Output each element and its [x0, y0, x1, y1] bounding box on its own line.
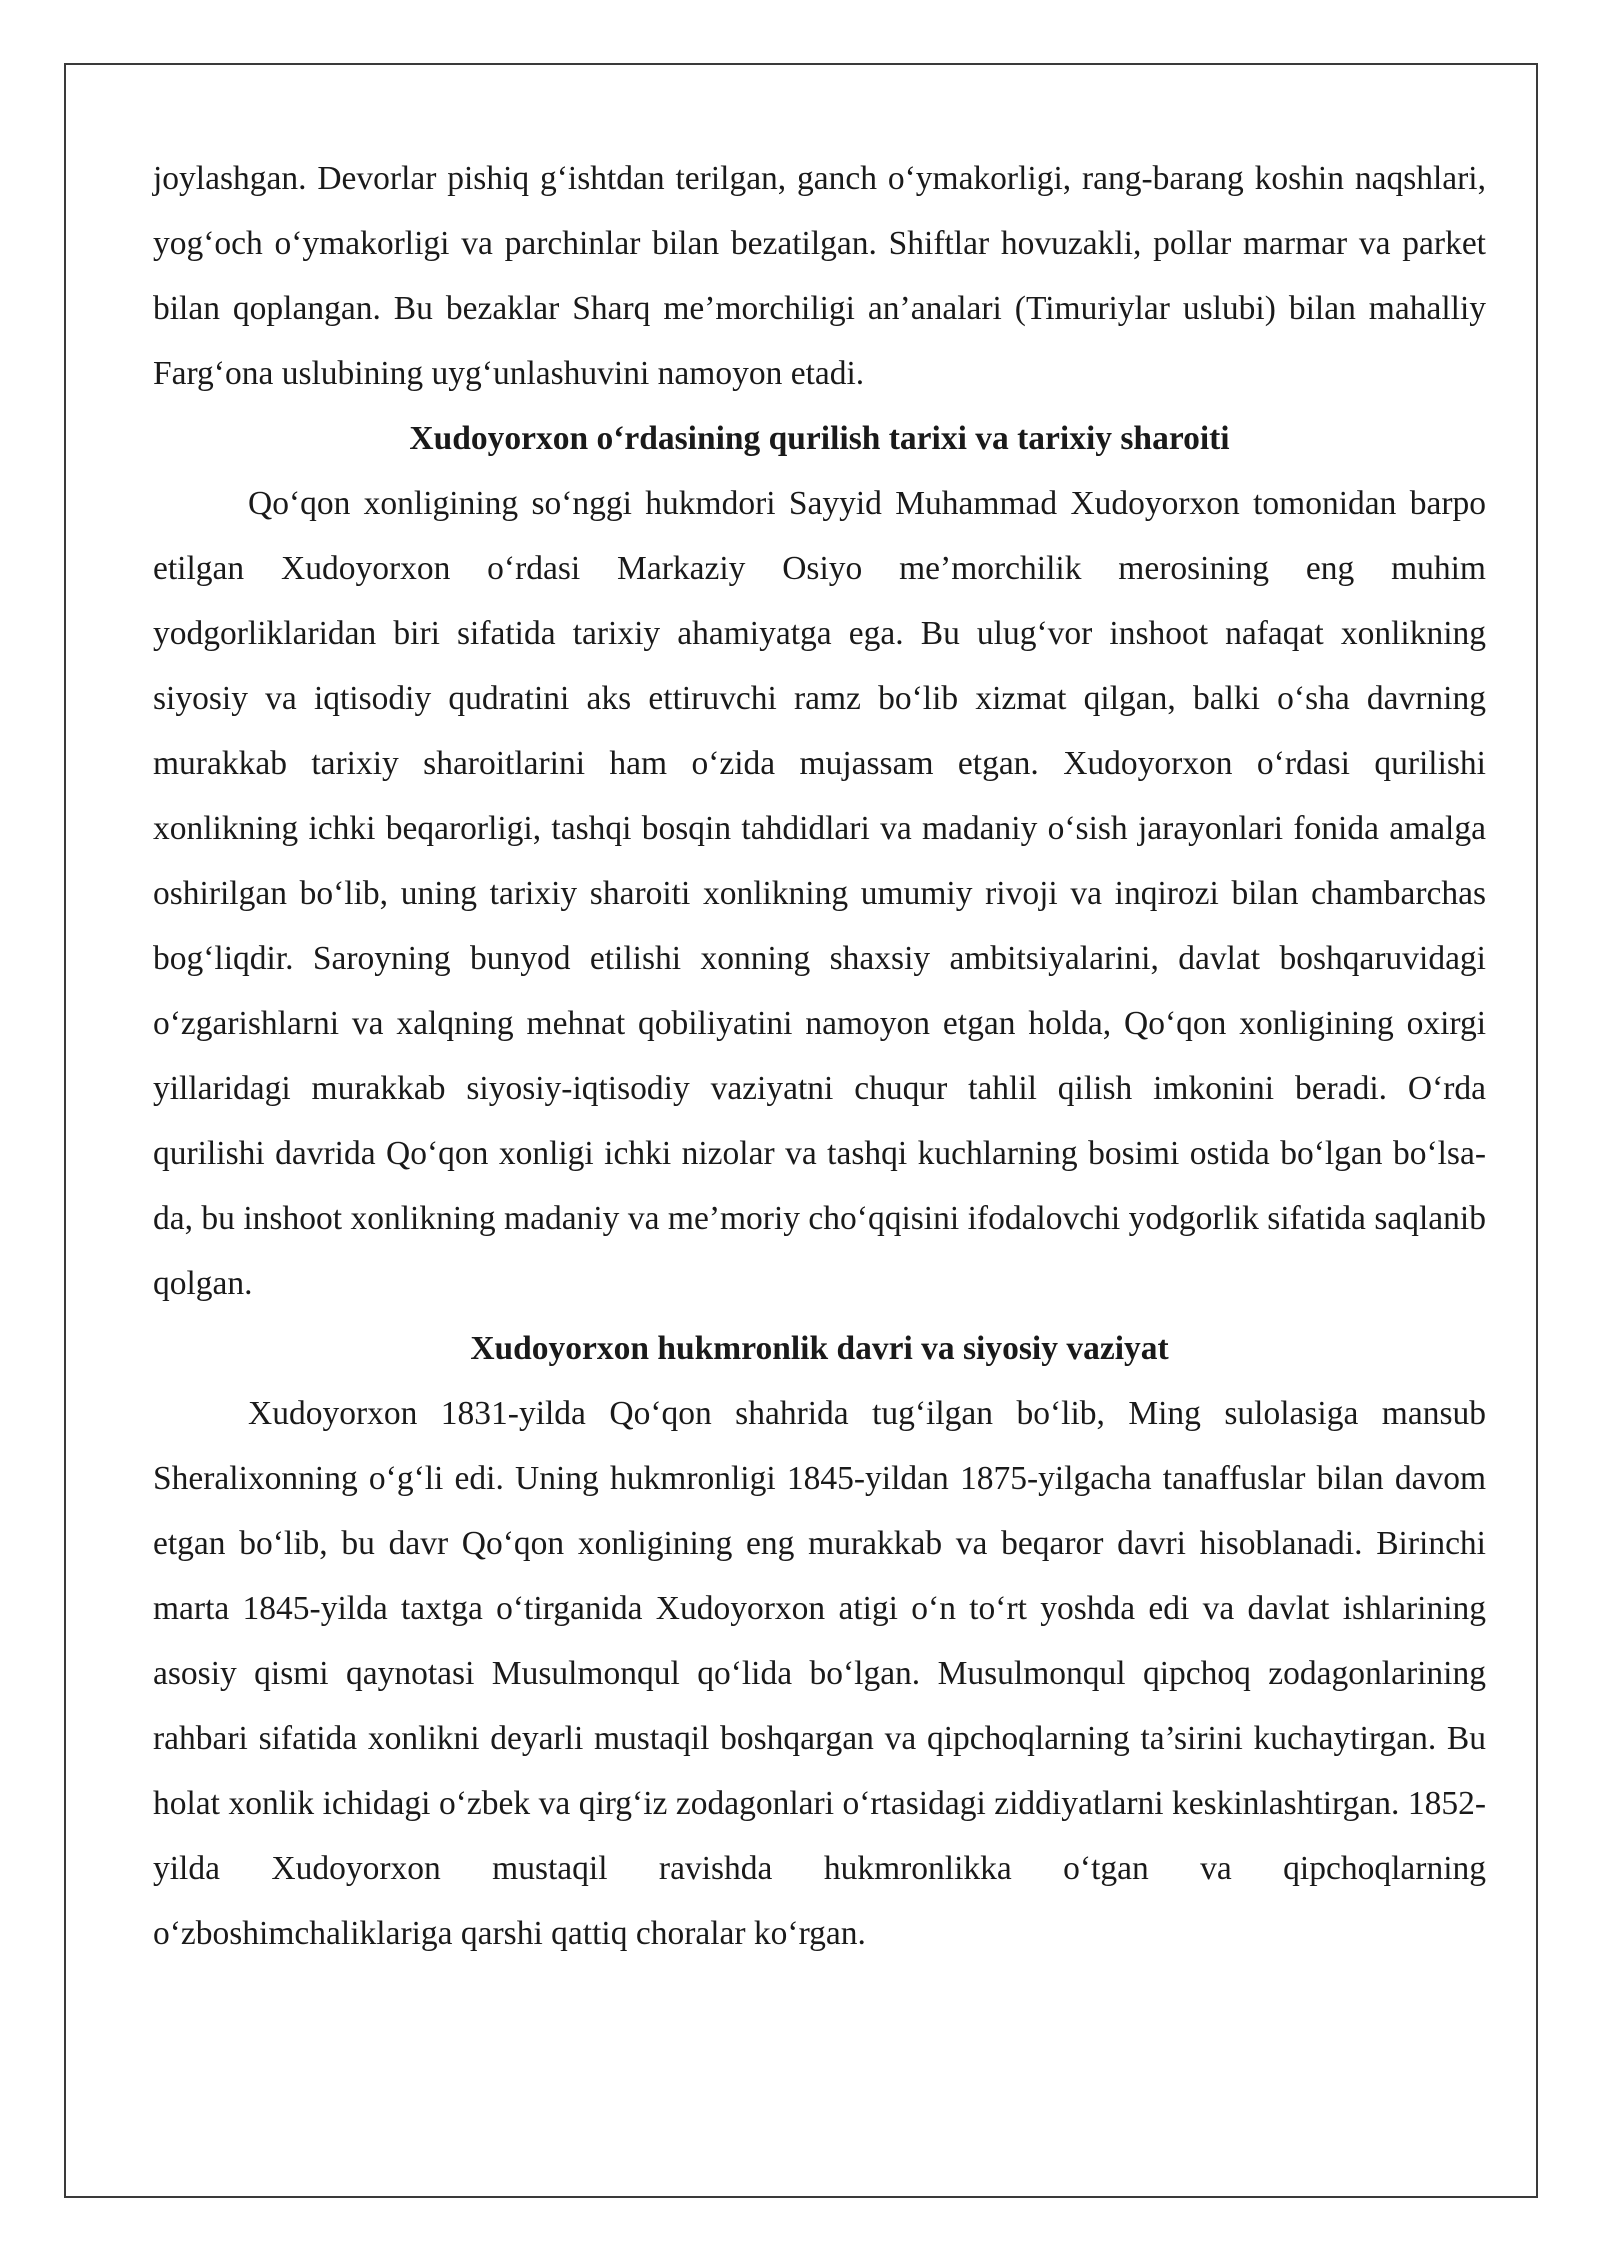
- paragraph: joylashgan. Devorlar pishiq g‘ishtdan terilgan, ganch o‘ymakorligi, rang-barang koshin naqshlari, yog‘och o‘ymakorligi va parchinlar bilan bezatilgan. Shiftlar hovuzakli, pollar marmar va parket bilan qoplangan. Bu bezaklar Sharq me’morchiligi an’analari (Timuriylar uslubi) bilan mahalliy Farg‘ona uslubining uyg‘unlashuvini namoyon etadi.: [153, 160, 1486, 392]
- paragraph: Xudoyorxon 1831-yilda Qo‘qon shahrida tug‘ilgan bo‘lib, Ming sulolasiga mansub Sheralixonning o‘g‘li edi. Uning hukmronligi 1845-yildan 1875-yilgacha tanaffuslar bilan davom etgan bo‘lib, bu davr Qo‘qon xonligining eng murakkab va beqaror davri hisoblanadi. Birinchi marta 1845-yilda taxtga o‘tirganida Xudoyorxon atigi o‘n to‘rt yoshda edi va davlat ishlarining asosiy qismi qaynotasi Musulmonqul qo‘lida bo‘lgan. Musulmonqul qipchoq zodagonlarining rahbari sifatida xonlikni deyarli mustaqil boshqargan va qipchoqlarning ta’sirini kuchaytirgan. Bu holat xonlik ichidagi o‘zbek va qirg‘iz zodagonlari o‘rtasidagi ziddiyatlarni keskinlashtirgan. 1852-yilda Xudoyorxon mustaqil ravishda hukmronlikka o‘tgan va qipchoqlarning o‘zboshimchaliklariga qarshi qattiq choralar ko‘rgan.: [153, 1395, 1486, 1952]
- section-heading: Xudoyorxon hukmronlik davri va siyosiy vaziyat: [470, 1330, 1169, 1367]
- section-heading: Xudoyorxon o‘rdasining qurilish tarixi va tarixiy sharoiti: [409, 420, 1230, 457]
- document-body: [153, 146, 1486, 1966]
- paragraph: Qo‘qon xonligining so‘nggi hukmdori Sayyid Muhammad Xudoyorxon tomonidan barpo etilgan Xudoyorxon o‘rdasi Markaziy Osiyo me’morchilik merosining eng muhim yodgorliklaridan biri sifatida tarixiy ahamiyatga ega. Bu ulug‘vor inshoot nafaqat xonlikning siyosiy va iqtisodiy qudratini aks ettiruvchi ramz bo‘lib xizmat qilgan, balki o‘sha davrning murakkab tarixiy sharoitlarini ham o‘zida mujassam etgan. Xudoyorxon o‘rdasi qurilishi xonlikning ichki beqarorligi, tashqi bosqin tahdidlari va madaniy o‘sish jarayonlari fonida amalga oshirilgan bo‘lib, uning tarixiy sharoiti xonlikning umumiy rivoji va inqirozi bilan chambarchas bog‘liqdir. Saroyning bunyod etilishi xonning shaxsiy ambitsiyalarini, davlat boshqaruvidagi o‘zgarishlarni va xalqning mehnat qobiliyatini namoyon etgan holda, Qo‘qon xonligining oxirgi yillaridagi murakkab siyosiy-iqtisodiy vaziyatni chuqur tahlil qilish imkonini beradi. O‘rda qurilishi davrida Qo‘qon xonligi ichki nizolar va tashqi kuchlarning bosimi ostida bo‘lgan bo‘lsa-da, bu inshoot xonlikning madaniy va me’moriy cho‘qqisini ifodalovchi yodgorlik sifatida saqlanib qolgan.: [153, 485, 1486, 1302]
